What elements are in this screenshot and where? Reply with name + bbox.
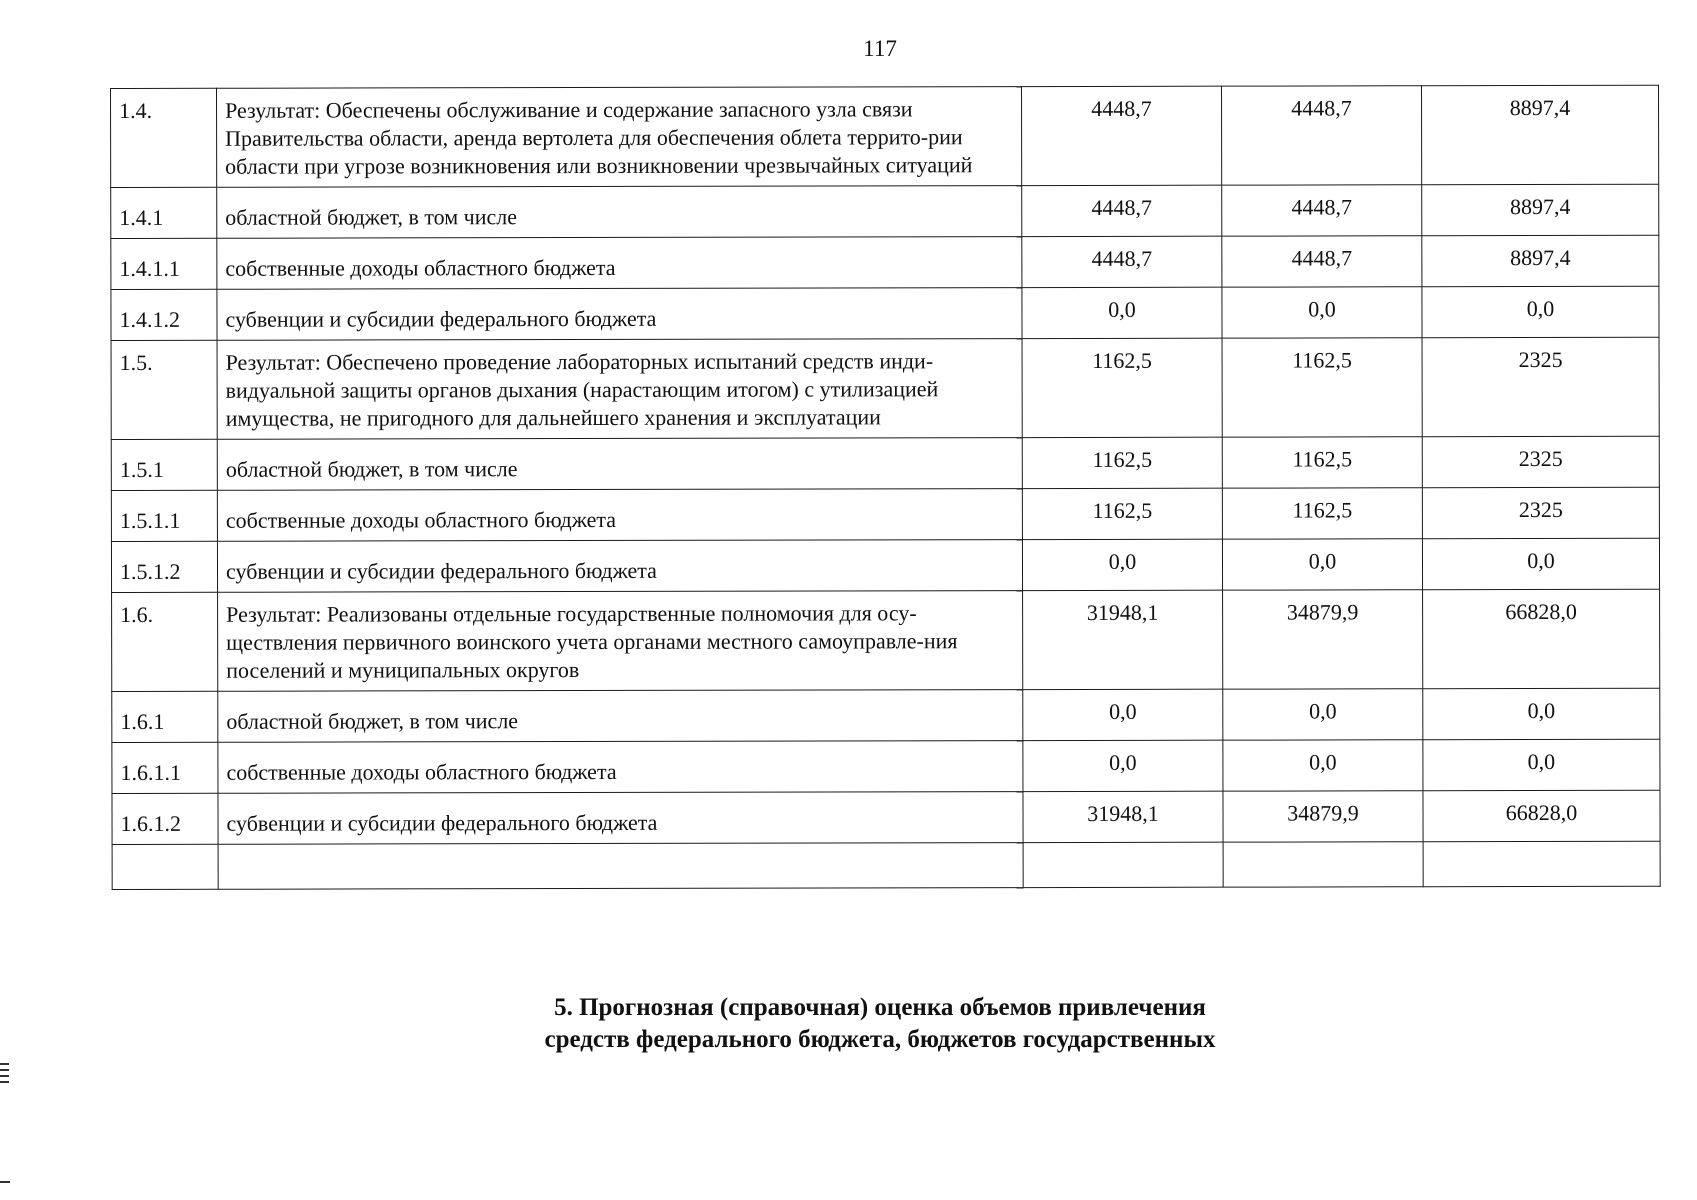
table-row — [111, 85, 1659, 187]
table-row — [111, 487, 1659, 541]
row-value-3: 2325 — [1422, 337, 1659, 436]
table-row — [111, 235, 1659, 289]
section-heading-line-2: средств федерального бюджета, бюджетов государственных — [544, 1026, 1216, 1053]
row-value-2: 0,0 — [1222, 287, 1422, 338]
row-value-3: 2325 — [1422, 436, 1659, 487]
table-row — [112, 688, 1660, 742]
row-value-3: 2325 — [1422, 487, 1659, 538]
row-description: собственные доходы областного бюджета — [217, 489, 1022, 542]
row-value-1: 0,0 — [1022, 539, 1222, 590]
row-value-2: 4448,7 — [1222, 236, 1422, 287]
table-row — [111, 184, 1659, 238]
row-value-1: 4448,7 — [1022, 236, 1222, 287]
row-description: собственные доходы областного бюджета — [217, 237, 1022, 290]
table-row — [112, 790, 1660, 844]
table-row — [111, 538, 1659, 592]
row-description: областной бюджет, в том числе — [217, 186, 1022, 239]
empty-table-row — [112, 841, 1660, 889]
row-code: 1.6. — [112, 592, 218, 691]
row-code: 1.4.1 — [111, 187, 217, 238]
empty-cell — [1223, 842, 1423, 887]
binding-margin-marks — [0, 1063, 9, 1087]
empty-cell — [218, 843, 1023, 890]
row-value-1: 31948,1 — [1023, 791, 1223, 842]
row-value-1: 1162,5 — [1022, 437, 1222, 488]
row-description: собственные доходы областного бюджета — [218, 741, 1023, 794]
empty-cell — [112, 844, 218, 889]
row-value-1: 0,0 — [1023, 689, 1223, 740]
row-value-2: 0,0 — [1223, 740, 1423, 791]
row-value-3: 66828,0 — [1423, 790, 1660, 841]
row-value-1: 31948,1 — [1023, 590, 1223, 689]
row-code: 1.5. — [111, 340, 217, 439]
row-value-2: 1162,5 — [1222, 488, 1422, 539]
row-description: Результат: Обеспечены обслуживание и содержание запасного узла связи Правительства области, аренда вертолета для обеспечения облета террито-рии области при угрозе возникновения или возникновении чрезвычайных ситуаций — [217, 87, 1022, 188]
row-value-3: 8897,4 — [1422, 184, 1659, 235]
row-code: 1.6.1 — [112, 691, 218, 742]
row-value-3: 0,0 — [1423, 688, 1660, 739]
row-value-2: 4448,7 — [1222, 185, 1422, 236]
row-code: 1.4. — [111, 88, 217, 187]
row-value-2: 1162,5 — [1222, 338, 1422, 437]
row-value-2: 34879,9 — [1223, 791, 1423, 842]
row-value-2: 0,0 — [1223, 689, 1423, 740]
row-value-3: 0,0 — [1423, 739, 1660, 790]
row-value-2: 34879,9 — [1223, 590, 1423, 689]
row-code: 1.4.1.1 — [111, 238, 217, 289]
row-value-3: 0,0 — [1422, 286, 1659, 337]
row-description: областной бюджет, в том числе — [217, 438, 1022, 491]
row-value-3: 66828,0 — [1423, 589, 1660, 688]
row-value-2: 1162,5 — [1222, 437, 1422, 488]
row-description: Результат: Реализованы отдельные государственные полномочия для осу-ществления первичного воинского учета органами местного самоуправле-ния поселений и муниципальных округов — [218, 591, 1023, 692]
row-value-2: 0,0 — [1222, 539, 1422, 590]
table-row — [111, 337, 1659, 439]
row-description: Результат: Обеспечено проведение лабораторных испытаний средств инди-видуальной защиты органов дыхания (нарастающим итогом) с утилизацией имущества, не пригодного для дальнейшего хранения и эксплуатации — [217, 339, 1022, 440]
margin-dash — [0, 1181, 10, 1183]
row-code: 1.5.1.1 — [111, 490, 217, 541]
row-value-1: 1162,5 — [1022, 488, 1222, 539]
row-description: субвенции и субсидии федерального бюджета — [217, 540, 1022, 593]
budget-table — [110, 85, 1661, 890]
section-heading-line-1: 5. Прогнозная (справочная) оценка объемов привлечения — [554, 994, 1206, 1021]
row-value-1: 4448,7 — [1021, 86, 1221, 185]
row-value-2: 4448,7 — [1221, 86, 1421, 185]
row-value-1: 4448,7 — [1022, 185, 1222, 236]
empty-cell — [1023, 842, 1223, 887]
section-heading — [0, 992, 1697, 1056]
row-code: 1.4.1.2 — [111, 289, 217, 340]
row-value-3: 8897,4 — [1422, 235, 1659, 286]
table-row — [111, 286, 1659, 340]
row-code: 1.5.1.2 — [111, 541, 217, 592]
row-description: субвенции и субсидии федерального бюджета — [218, 792, 1023, 845]
table-row — [111, 436, 1659, 490]
row-description: областной бюджет, в том числе — [218, 690, 1023, 743]
table-row — [112, 739, 1660, 793]
row-description: субвенции и субсидии федерального бюджета — [217, 288, 1022, 341]
row-code: 1.6.1.2 — [112, 793, 218, 844]
row-value-1: 0,0 — [1023, 740, 1223, 791]
row-value-3: 8897,4 — [1421, 85, 1658, 184]
row-value-1: 1162,5 — [1022, 338, 1222, 437]
empty-cell — [1423, 841, 1660, 886]
row-value-3: 0,0 — [1422, 538, 1659, 589]
row-code: 1.6.1.1 — [112, 742, 218, 793]
table-row — [112, 589, 1660, 691]
row-value-1: 0,0 — [1022, 287, 1222, 338]
page-number: 117 — [863, 36, 897, 61]
row-code: 1.5.1 — [111, 439, 217, 490]
